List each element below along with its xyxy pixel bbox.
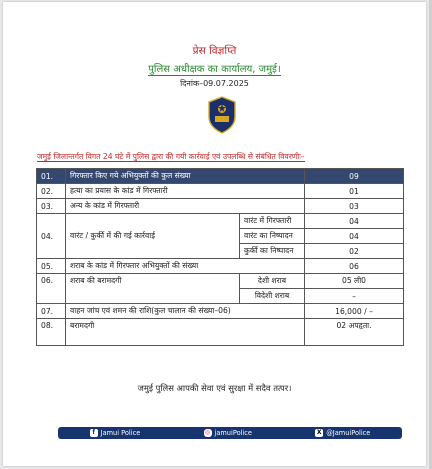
row-value: 01	[305, 184, 404, 199]
row-label: शराब के कांड में गिरफ्तार अभियुक्तों की संख्या	[66, 259, 305, 274]
row-label: वारंट / कुर्की में की गई कार्रवाई	[66, 214, 240, 259]
row-label: वाहन जांच एवं शमन की राशि(कुल चालान की संख्या–06)	[66, 304, 305, 319]
sub-row-value: 05 ली0	[305, 274, 404, 289]
facebook-handle: Jamui Police	[100, 429, 141, 437]
row-value: 02 अपहृता.	[305, 319, 404, 346]
sub-row-label: वारंट का निष्पादन	[240, 229, 305, 244]
report-subject	[37, 152, 417, 162]
row-number: 07.	[37, 304, 66, 319]
sub-row-label: कुर्की का निष्पादन	[240, 244, 305, 259]
office-name-text: पुलिस अधीक्षक का कार्यालय, जमुई।	[148, 64, 281, 75]
report-table	[36, 168, 404, 346]
row-number: 03.	[37, 199, 66, 214]
sub-row-label: वारंट में गिरफ्तारी	[240, 214, 305, 229]
x-link[interactable]	[315, 429, 370, 437]
table-row	[37, 304, 404, 319]
instagram-icon: ◎	[204, 429, 211, 436]
x-handle: @JamuiPolice	[326, 429, 371, 437]
row-label: बरामदगी	[66, 319, 305, 346]
bihar-police-logo	[206, 95, 238, 137]
facebook-link[interactable]	[90, 429, 141, 437]
row-number: 01.	[37, 169, 66, 184]
instagram-link[interactable]	[204, 429, 252, 437]
sub-row-value: 02	[305, 244, 404, 259]
table-row	[37, 184, 404, 199]
sub-row-label: विदेशी शराब	[240, 289, 305, 304]
sub-row-value: –	[305, 289, 404, 304]
facebook-icon: f	[90, 429, 98, 437]
table-row	[37, 274, 404, 289]
row-value: 03	[305, 199, 404, 214]
row-number: 02.	[37, 184, 66, 199]
table-row	[37, 214, 404, 229]
instagram-handle: jamuiPolice	[214, 429, 252, 437]
row-number: 04.	[37, 214, 66, 259]
sub-row-value: 04	[305, 214, 404, 229]
release-date: दिनांक–09.07.2025	[180, 79, 249, 88]
row-label: गिरफ्तार किए गये अभियुक्तों की कुल संख्या	[66, 169, 305, 184]
row-number: 06.	[37, 274, 66, 304]
table-row	[37, 319, 404, 346]
table-row	[37, 199, 404, 214]
row-label: शराब की बरामदगी	[66, 274, 240, 304]
table-row	[37, 259, 404, 274]
press-release-page	[3, 2, 426, 466]
social-media-bar	[58, 427, 402, 439]
row-label: अन्य के कांड में गिरफ्तारी	[66, 199, 305, 214]
row-label: हत्या का प्रयास के कांड में गिरफ्तारी	[66, 184, 305, 199]
row-value: 06	[305, 259, 404, 274]
table-row	[37, 169, 404, 184]
sub-row-value: 04	[305, 229, 404, 244]
x-icon: X	[316, 429, 322, 436]
row-number: 08.	[37, 319, 66, 346]
report-subject-text: जमुई जिलान्तर्गत विगत 24 घंटे में पुलिस द्वारा की गयी कार्रवाई एवं उपलब्धि से संबंधित विवरणीः–	[37, 152, 305, 161]
police-slogan: जमुई पुलिस आपकी सेवा एवं सुरक्षा में सदैव तत्पर।	[137, 383, 292, 393]
row-value: 09	[305, 169, 404, 184]
office-name	[3, 61, 426, 75]
row-number: 05.	[37, 259, 66, 274]
sub-row-label: देशी शराब	[240, 274, 305, 289]
row-value: 16,000 / –	[305, 304, 404, 319]
press-release-title: प्रेस विज्ञप्ति	[192, 45, 237, 57]
